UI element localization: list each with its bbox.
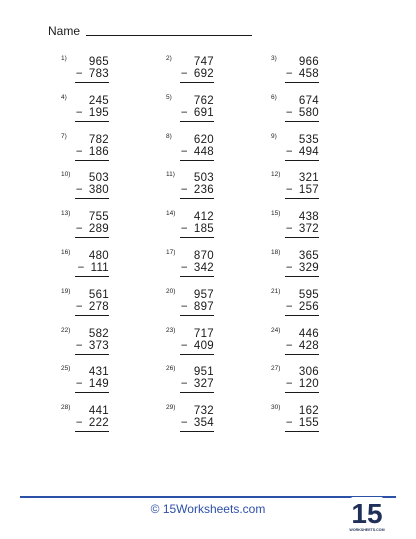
minus-sign: −	[180, 378, 188, 391]
minus-sign: −	[75, 145, 83, 158]
subtrahend: 692	[193, 68, 214, 80]
subtrahend: 157	[298, 184, 319, 197]
subtrahend-row	[286, 301, 319, 313]
subtrahend-row	[78, 262, 109, 274]
problem-number: 13)	[61, 210, 71, 218]
subtrahend-row	[76, 68, 109, 80]
minus-sign: −	[285, 378, 293, 391]
subtrahend: 372	[298, 223, 319, 236]
minuend: 762	[193, 94, 214, 107]
problem-number: 2)	[166, 55, 172, 62]
minus-sign: −	[285, 106, 293, 119]
subtrahend-row	[76, 417, 109, 429]
problem-number: 8)	[166, 132, 172, 140]
subtrahend: 185	[193, 223, 214, 236]
subtrahend-row	[286, 184, 319, 196]
subtrahend: 691	[193, 106, 214, 119]
answer-line	[75, 354, 109, 355]
answer-line	[180, 121, 214, 122]
answer-line	[285, 82, 319, 83]
minus-sign: −	[180, 145, 188, 158]
subtrahend-row	[181, 378, 214, 390]
answer-line	[180, 315, 214, 316]
answer-line	[285, 160, 319, 161]
minus-sign: −	[180, 300, 188, 313]
subtrahend-row	[181, 223, 214, 235]
subtrahend-row	[181, 262, 214, 274]
minuend: 441	[88, 405, 109, 418]
minuend: 951	[193, 366, 214, 379]
subtrahend-row	[286, 262, 319, 274]
answer-line	[180, 237, 214, 238]
logo-number: 15	[351, 498, 383, 529]
problem-number: 1)	[61, 55, 67, 62]
problem-number: 6)	[271, 93, 277, 101]
answer-line	[180, 276, 214, 277]
answer-line	[285, 198, 319, 199]
problem-number: 17)	[166, 249, 176, 256]
minus-sign: −	[180, 184, 188, 197]
answer-line	[75, 160, 109, 161]
problem-number: 12)	[271, 171, 281, 179]
subtrahend: 448	[193, 145, 214, 158]
minuend: 561	[88, 288, 109, 301]
subtrahend: 342	[193, 262, 214, 274]
minuend: 782	[88, 133, 109, 146]
problem-number: 28)	[61, 404, 71, 412]
subtrahend-row	[286, 68, 319, 80]
minuend: 965	[88, 56, 109, 68]
answer-line	[75, 198, 109, 199]
subtrahend: 149	[88, 378, 109, 391]
answer-line	[75, 121, 109, 122]
subtrahend: 155	[298, 417, 319, 430]
answer-line	[75, 315, 109, 316]
answer-line	[75, 392, 109, 393]
minus-sign: −	[180, 262, 188, 274]
subtrahend: 409	[193, 339, 214, 352]
problem-number: 29)	[166, 404, 176, 412]
minus-sign: −	[180, 68, 188, 80]
subtrahend: 373	[88, 339, 109, 352]
minus-sign: −	[285, 262, 293, 274]
minus-sign: −	[285, 417, 293, 430]
problem-number: 4)	[61, 93, 67, 101]
subtrahend-row	[181, 107, 214, 119]
subtrahend-row	[76, 107, 109, 119]
subtrahend: 783	[88, 68, 109, 80]
minuend: 755	[88, 211, 109, 224]
answer-line	[180, 392, 214, 393]
subtrahend-row	[286, 378, 319, 390]
answer-line	[285, 315, 319, 316]
footer-divider	[20, 496, 396, 498]
answer-line	[285, 237, 319, 238]
minuend: 438	[298, 211, 319, 224]
problem-number: 9)	[271, 132, 277, 140]
problem-number: 3)	[271, 55, 277, 62]
minus-sign: −	[285, 300, 293, 313]
answer-line	[75, 237, 109, 238]
subtrahend: 111	[90, 262, 109, 274]
subtrahend: 354	[193, 417, 214, 430]
subtrahend-row	[76, 301, 109, 313]
minuend: 503	[193, 172, 214, 185]
subtrahend-row	[286, 340, 319, 352]
subtrahend-row	[76, 223, 109, 235]
name-label: Name	[48, 24, 81, 38]
minuend: 245	[88, 94, 109, 107]
answer-line	[180, 354, 214, 355]
minus-sign: −	[75, 223, 83, 236]
minus-sign: −	[75, 300, 83, 313]
minuend: 747	[193, 56, 214, 68]
subtrahend: 458	[298, 68, 319, 80]
minuend: 412	[193, 211, 214, 224]
answer-line	[180, 198, 214, 199]
minuend: 674	[298, 94, 319, 107]
minus-sign: −	[75, 68, 83, 80]
subtrahend: 222	[88, 417, 109, 430]
minuend: 732	[193, 405, 214, 418]
subtrahend-row	[181, 146, 214, 158]
minuend: 582	[88, 327, 109, 340]
minus-sign: −	[285, 223, 293, 236]
subtrahend-row	[76, 146, 109, 158]
problem-number: 7)	[61, 132, 67, 140]
subtrahend: 327	[193, 378, 214, 391]
subtrahend: 186	[88, 145, 109, 158]
minuend: 595	[298, 288, 319, 301]
subtrahend: 897	[193, 300, 214, 313]
minuend: 365	[298, 250, 319, 262]
minus-sign: −	[180, 339, 188, 352]
subtrahend-row	[76, 184, 109, 196]
answer-line	[285, 354, 319, 355]
minuend: 620	[193, 133, 214, 146]
answer-line	[285, 431, 319, 432]
answer-line	[180, 160, 214, 161]
minus-sign: −	[180, 223, 188, 236]
minuend: 162	[298, 405, 319, 418]
minuend: 503	[88, 172, 109, 185]
subtrahend-row	[181, 184, 214, 196]
problem-number: 30)	[271, 404, 281, 412]
minuend: 957	[193, 288, 214, 301]
subtrahend: 329	[298, 262, 319, 274]
subtrahend: 236	[193, 184, 214, 197]
subtrahend-row	[76, 378, 109, 390]
problem-number: 14)	[166, 210, 176, 218]
minus-sign: −	[77, 262, 85, 274]
subtrahend: 195	[88, 106, 109, 119]
answer-line	[75, 82, 109, 83]
problem-number: 16)	[61, 249, 71, 256]
problem-number: 21)	[271, 287, 281, 295]
logo	[348, 496, 386, 534]
problem-number: 18)	[271, 249, 281, 256]
copyright-link[interactable]: © 15Worksheets.com	[150, 502, 266, 516]
problem-number: 20)	[166, 287, 176, 295]
subtrahend: 380	[88, 184, 109, 197]
answer-line	[180, 82, 214, 83]
minus-sign: −	[285, 68, 293, 80]
minuend: 321	[298, 172, 319, 185]
minus-sign: −	[285, 339, 293, 352]
subtrahend: 428	[298, 339, 319, 352]
minus-sign: −	[285, 145, 293, 158]
problem-number: 25)	[61, 365, 71, 373]
problem-number: 19)	[61, 287, 71, 295]
answer-line	[180, 431, 214, 432]
problem-number: 15)	[271, 210, 281, 218]
minus-sign: −	[75, 417, 83, 430]
answer-line	[75, 431, 109, 432]
minus-sign: −	[75, 378, 83, 391]
subtrahend-row	[181, 68, 214, 80]
minuend: 431	[88, 366, 109, 379]
problem-number: 23)	[166, 326, 176, 334]
minuend: 966	[298, 56, 319, 68]
minus-sign: −	[180, 106, 188, 119]
subtrahend: 289	[88, 223, 109, 236]
problem-number: 10)	[61, 171, 71, 179]
subtrahend-row	[181, 301, 214, 313]
minus-sign: −	[180, 417, 188, 430]
problem-number: 26)	[166, 365, 176, 373]
problem-number: 27)	[271, 365, 281, 373]
subtrahend-row	[181, 340, 214, 352]
answer-line	[75, 276, 109, 277]
subtrahend-row	[286, 417, 319, 429]
subtrahend: 580	[298, 106, 319, 119]
subtrahend: 494	[298, 145, 319, 158]
minuend: 870	[193, 250, 214, 262]
minus-sign: −	[75, 184, 83, 197]
subtrahend: 120	[298, 378, 319, 391]
answer-line	[285, 121, 319, 122]
logo-wordmark: WORKSHEETS.COM	[349, 528, 385, 532]
minuend: 306	[298, 366, 319, 379]
minus-sign: −	[75, 106, 83, 119]
subtrahend-row	[181, 417, 214, 429]
answer-line	[285, 276, 319, 277]
subtrahend-row	[286, 146, 319, 158]
problem-number: 22)	[61, 326, 71, 334]
minus-sign: −	[75, 339, 83, 352]
minus-sign: −	[285, 184, 293, 197]
subtrahend: 256	[298, 300, 319, 313]
minuend: 446	[298, 327, 319, 340]
minuend: 717	[193, 327, 214, 340]
subtrahend-row	[286, 223, 319, 235]
answer-line	[285, 392, 319, 393]
problem-number: 24)	[271, 326, 281, 334]
minuend: 535	[298, 133, 319, 146]
subtrahend: 278	[88, 300, 109, 313]
minuend: 480	[88, 250, 109, 262]
problem-number: 11)	[166, 171, 175, 179]
problem-number: 5)	[166, 93, 172, 101]
subtrahend-row	[76, 340, 109, 352]
subtrahend-row	[286, 107, 319, 119]
